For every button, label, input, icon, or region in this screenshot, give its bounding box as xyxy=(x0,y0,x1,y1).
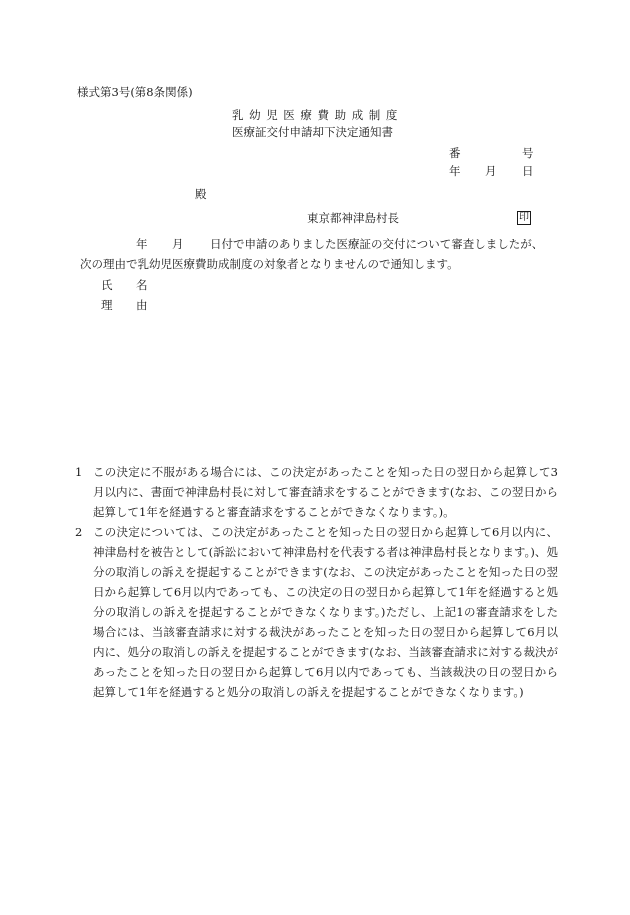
application-month-label: 月 xyxy=(172,237,184,251)
date-year-label: 年 xyxy=(449,164,461,178)
name-label-part2: 名 xyxy=(136,278,148,292)
note-text: この決定については、この決定があったことを知った日の翌日から起算して6月以内に、神津島村を被告として(訴訟において神津島村を代表する者は神津島村長となります。)、処分の取消しの訴えを提起することができます(なお、この決定があったことを知った日の翌日から起算して6月以内であっても、この決定の日の翌日から起算して1年を経過すると処分の取消しの訴えを提起することができなくなります。)ただし、上記1の審査請求をした場合には、当該審査請求に対する裁決があったことを知った日の翌日から起算して6月以内に、処分の取消しの訴えを提起することができます(なお、当該審査請求に対する裁決があったことを知った日の翌日から起算して6月以内であっても、当該裁決の日の翌日から起算して1年を経過すると処分の取消しの訴えを提起することができなくなります。) xyxy=(93,525,558,699)
seal-stamp-box: 印 xyxy=(519,212,529,223)
note-item xyxy=(75,522,558,702)
document-title: 乳幼児医療費助成制度 xyxy=(232,108,403,122)
note-text: この決定に不服がある場合には、この決定があったことを知った日の翌日から起算して3月以内に、書面で神津島村長に対して審査請求をすることができます(なお、この翌日から起算して1年を経過すると審査請求をすることができなくなります。)。 xyxy=(93,465,558,519)
reference-number-label: 番 xyxy=(449,146,461,160)
note-number: 1 xyxy=(75,465,83,479)
body-text-line2: 次の理由で乳幼児医療費助成制度の対象者となりませんので通知します。 xyxy=(80,257,459,271)
application-year-label: 年 xyxy=(136,237,148,251)
note-item xyxy=(75,462,558,522)
body-text-line1: 日付で申請のありました医療証の交付について審査しましたが、 xyxy=(210,237,544,251)
name-label-part1: 氏 xyxy=(101,278,113,292)
reason-label-part2: 由 xyxy=(136,298,148,312)
date-month-label: 月 xyxy=(485,164,497,178)
form-number: 様式第3号(第8条関係) xyxy=(77,85,193,99)
date-day-label: 日 xyxy=(522,164,534,178)
note-number: 2 xyxy=(75,525,83,539)
document-subtitle: 医療証交付申請却下決定通知書 xyxy=(232,125,393,139)
appeal-notes xyxy=(75,462,558,702)
addressee-honorific: 殿 xyxy=(195,187,207,201)
issuer-name: 東京都神津島村長 xyxy=(307,211,399,225)
reason-label-part1: 理 xyxy=(101,298,113,312)
reference-number-suffix: 号 xyxy=(522,146,534,160)
